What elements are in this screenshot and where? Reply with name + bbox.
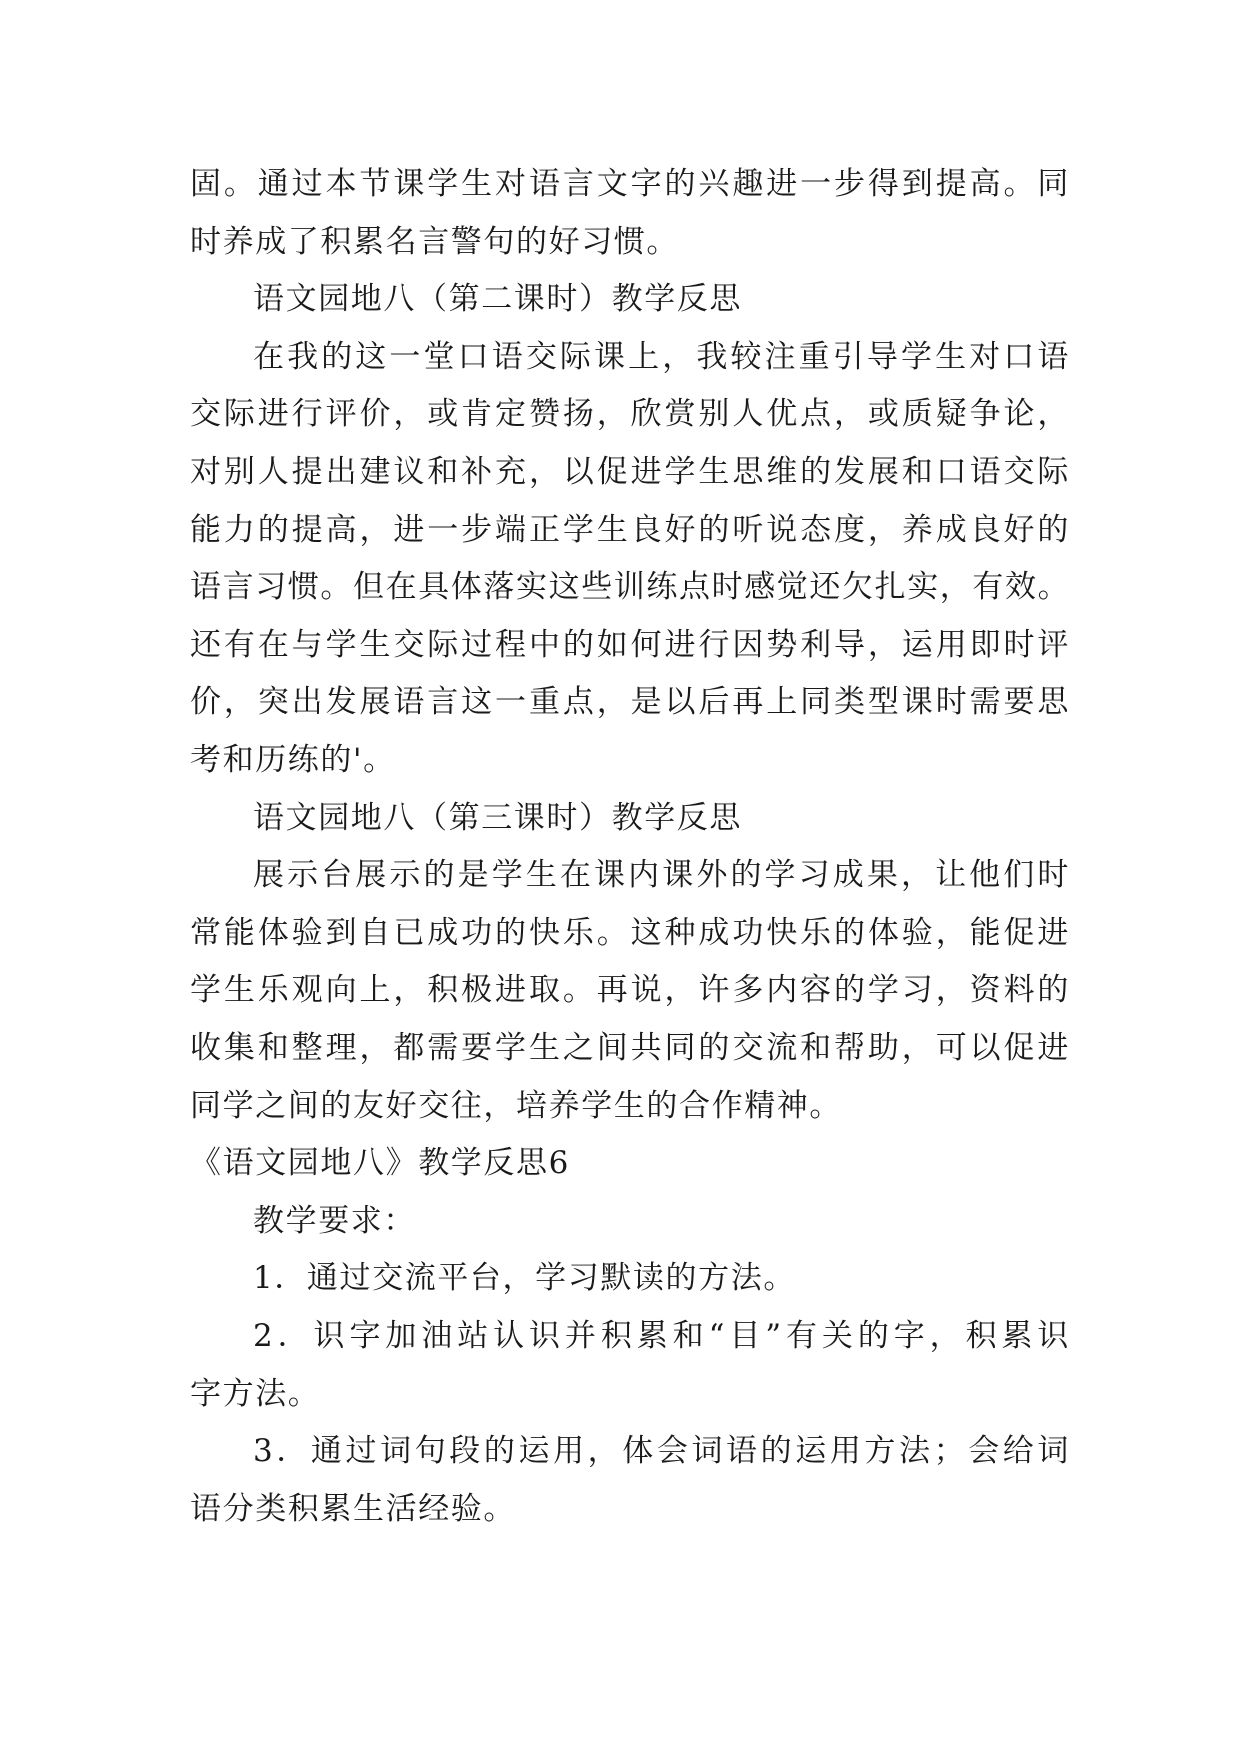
text-line: 语文园地八（第二课时）教学反思 [253, 281, 742, 318]
text-line: 对别人提出建议和补充，以促进学生思维的发展和口语交际 [190, 454, 1070, 490]
text-line: 价，突出发展语言这一重点，是以后再上同类型课时需要思 [190, 684, 1070, 721]
text-line: 还有在与学生交际过程中的如何进行因势利导，运用即时评 [190, 626, 1070, 663]
text-line: 常能体验到自已成功的快乐。这种成功快乐的体验，能促进 [190, 914, 1070, 951]
text-line: 在我的这一堂口语交际课上，我较注重引导学生对口语 [253, 338, 1070, 375]
text-line: 收集和整理，都需要学生之间共同的交流和帮助，可以促进 [190, 1030, 1070, 1066]
text-line: 同学之间的友好交往，培养学生的合作精神。 [190, 1087, 842, 1124]
text-line: 3．通过词句段的运用，体会词语的运用方法；会给词 [253, 1433, 1070, 1470]
text-line: 2．识字加油站认识并积累和“目”有关的字，积累识 [253, 1318, 1070, 1354]
text-line: 教学要求： [253, 1202, 416, 1239]
text-line: 固。通过本节课学生对语言文字的兴趣进一步得到提高。同 [190, 166, 1070, 202]
text-line: 语分类积累生活经验。 [190, 1490, 516, 1527]
text-line: 展示台展示的是学生在课内课外的学习成果，让他们时 [253, 857, 1070, 894]
text-line: 1．通过交流平台，学习默读的方法。 [253, 1260, 796, 1297]
text-line: 能力的提高，进一步端正学生良好的听说态度，养成良好的 [190, 511, 1070, 548]
text-line: 交际进行评价，或肯定赞扬，欣赏别人优点，或质疑争论， [190, 396, 1070, 433]
text-line: 语文园地八（第三课时）教学反思 [253, 799, 742, 836]
text-line: 考和历练的'。 [190, 742, 396, 778]
text-line: 字方法。 [190, 1375, 321, 1412]
text-line: 《语文园地八》教学反思6 [190, 1145, 570, 1182]
text-line: 时养成了积累名言警句的好习惯。 [190, 223, 679, 260]
text-line: 学生乐观向上，积极进取。再说，许多内容的学习，资料的 [190, 972, 1070, 1009]
text-line: 语言习惯。但在具体落实这些训练点时感觉还欠扎实，有效。 [190, 569, 1071, 606]
